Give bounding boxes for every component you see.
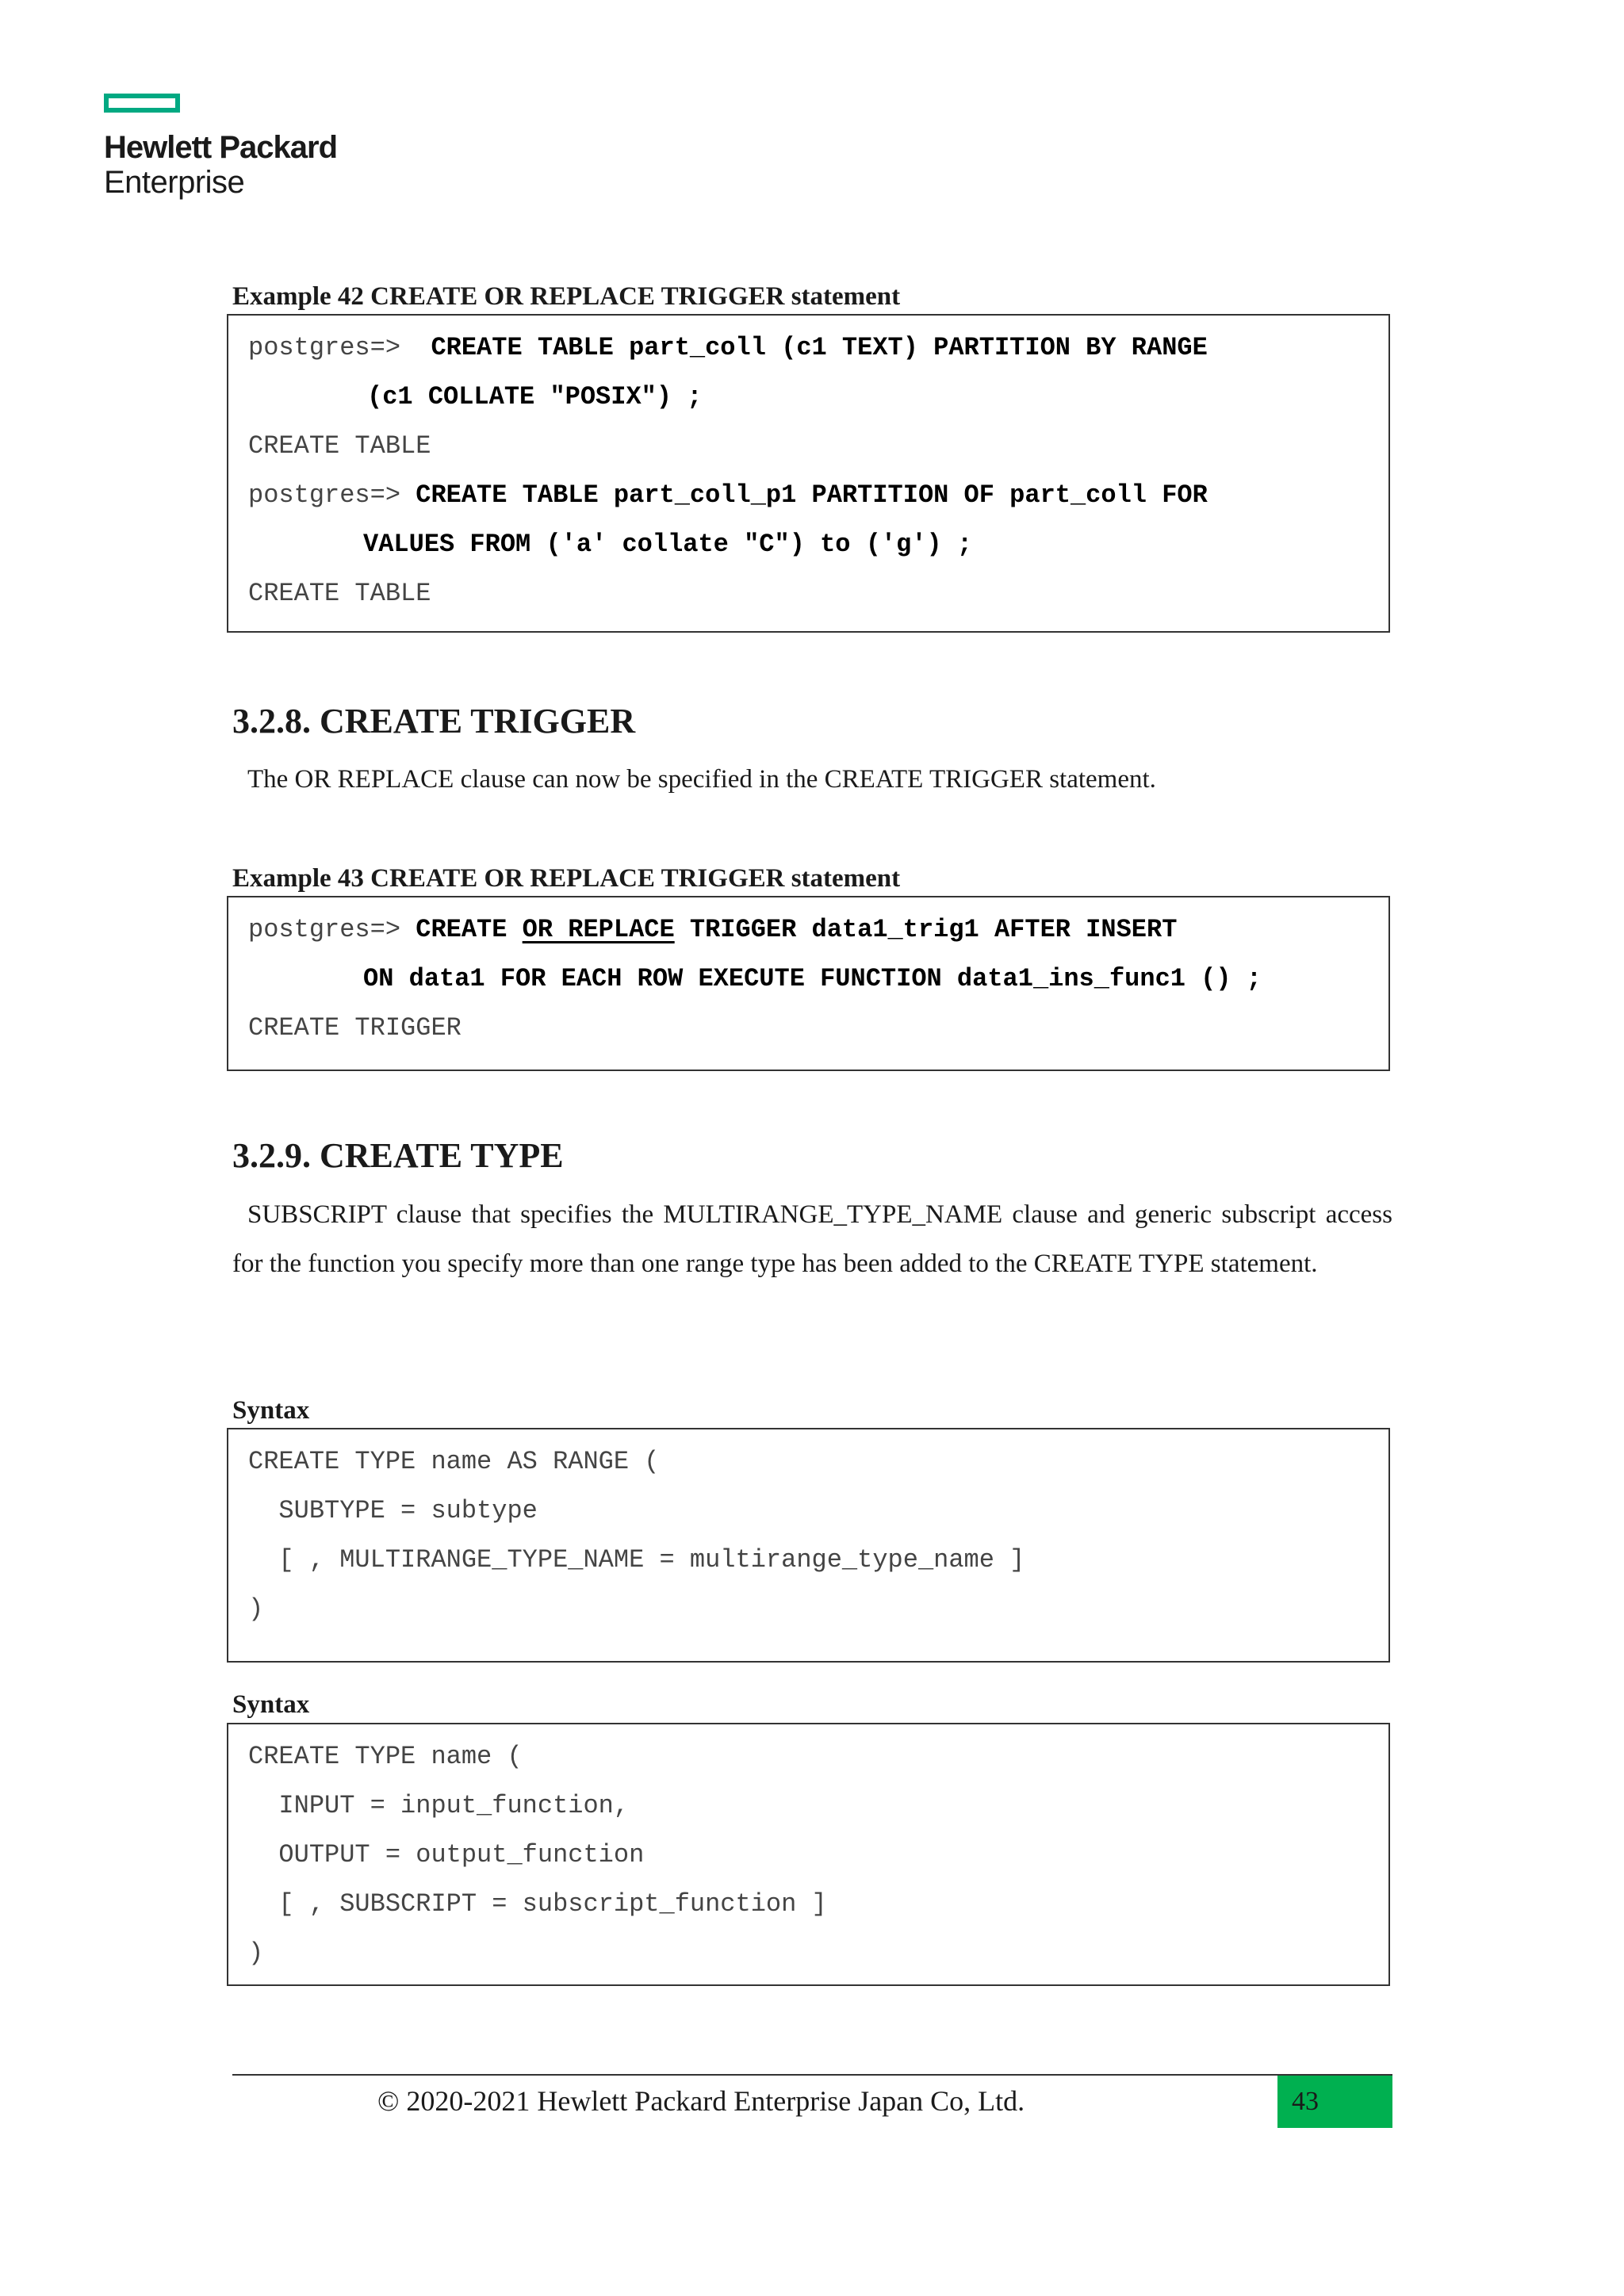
code-line: [ , MULTIRANGE_TYPE_NAME = multirange_type_name ] [248, 1545, 1025, 1575]
code-line [248, 373, 1388, 422]
example-42-caption: Example 42 CREATE OR REPLACE TRIGGER statement [232, 282, 901, 311]
code-command: TRIGGER data1_trig1 AFTER INSERT [674, 915, 1178, 944]
code-prompt: postgres=> [248, 480, 416, 510]
code-command: CREATE [416, 915, 523, 944]
code-line: OUTPUT = output_function [248, 1840, 645, 1869]
section-heading-create-trigger: 3.2.8. CREATE TRIGGER [232, 702, 636, 740]
code-line: ) [248, 1594, 264, 1624]
code-line [248, 955, 1388, 1004]
code-command: VALUES FROM ('a' collate "C") to ('g') ; [363, 530, 973, 559]
code-command: ON data1 FOR EACH ROW EXECUTE FUNCTION data1_ins_func1 () ; [363, 964, 1262, 993]
syntax-caption: Syntax [232, 1396, 310, 1425]
syntax-caption: Syntax [232, 1690, 310, 1719]
code-line: ) [248, 1938, 264, 1968]
code-prompt: postgres=> [248, 915, 416, 944]
hpe-logo [104, 94, 366, 200]
code-command: (c1 COLLATE "POSIX") ; [367, 382, 703, 411]
code-line: SUBTYPE = subtype [248, 1496, 538, 1525]
code-line [248, 905, 1388, 955]
page-number: 43 [1277, 2076, 1392, 2128]
code-line: CREATE TYPE name ( [248, 1742, 523, 1771]
code-line: [ , SUBSCRIPT = subscript_function ] [248, 1889, 827, 1919]
section-paragraph: SUBSCRIPT clause that specifies the MULTIRANGE_TYPE_NAME clause and generic subscript access for the function you specify more than one range type has been added to the CREATE TYPE statement. [232, 1200, 1392, 1278]
example-42-code-box [227, 314, 1390, 633]
code-output: CREATE TRIGGER [248, 1013, 462, 1043]
syntax-code-box [227, 1723, 1390, 1986]
code-command-underlined: OR REPLACE [522, 915, 675, 944]
example-43-code-box [227, 896, 1390, 1071]
logo-text-line2: Enterprise [104, 165, 245, 200]
code-line: INPUT = input_function, [248, 1791, 630, 1820]
section-paragraph: The OR REPLACE clause can now be specified in the CREATE TRIGGER statement. [247, 765, 1156, 794]
logo-text-line1: Hewlett Packard [104, 130, 338, 165]
logo-mark [104, 94, 180, 113]
code-prompt: postgres=> [248, 333, 431, 362]
footer-divider [232, 2074, 1392, 2076]
code-line [248, 520, 1388, 569]
example-43-caption: Example 43 CREATE OR REPLACE TRIGGER statement [232, 864, 901, 893]
syntax-code-box [227, 1428, 1390, 1663]
code-output: CREATE TABLE [248, 579, 431, 608]
code-command: CREATE TABLE part_coll (c1 TEXT) PARTITION BY RANGE [431, 333, 1208, 362]
code-line [248, 471, 1388, 520]
code-line [248, 323, 1388, 373]
code-line: CREATE TYPE name AS RANGE ( [248, 1447, 660, 1476]
code-command: CREATE TABLE part_coll_p1 PARTITION OF part_coll FOR [416, 480, 1208, 510]
code-output: CREATE TABLE [248, 431, 431, 461]
section-heading-create-type: 3.2.9. CREATE TYPE [232, 1136, 564, 1175]
footer-copyright: © 2020-2021 Hewlett Packard Enterprise Japan Co, Ltd. [377, 2085, 1025, 2117]
